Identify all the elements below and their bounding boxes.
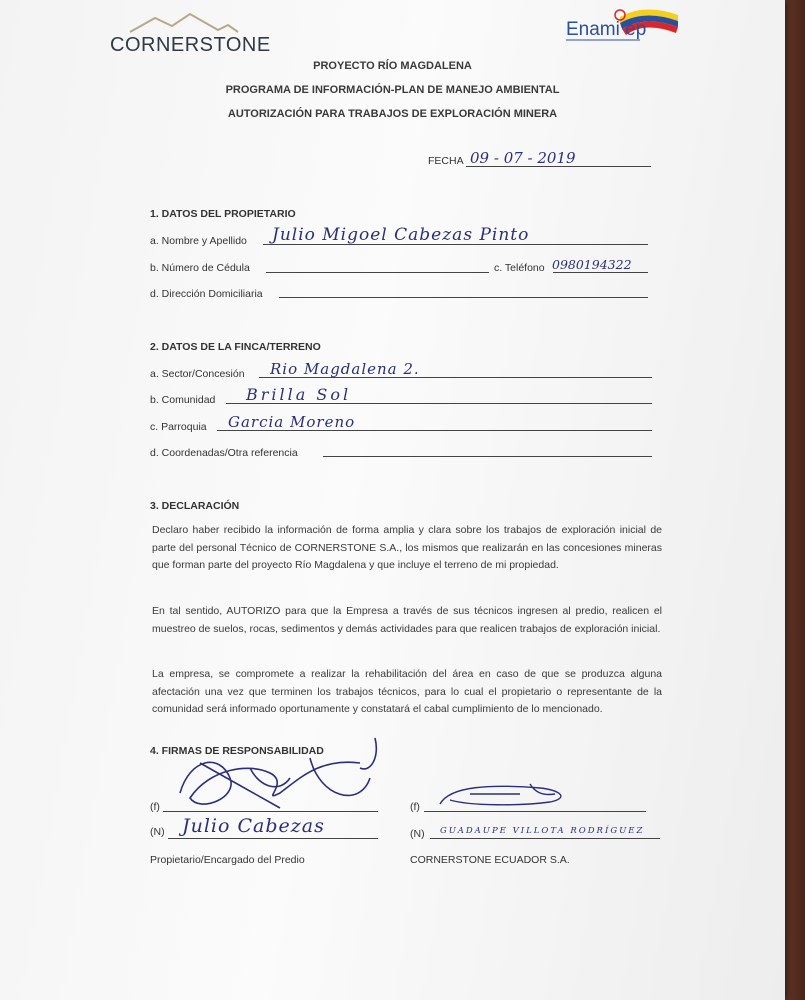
firma-label-left: (f) (150, 801, 160, 813)
direccion-line (279, 297, 648, 298)
nombre-firma-line-right (430, 838, 660, 839)
nombre-firma-line-left (168, 838, 378, 839)
company-signature (430, 776, 590, 816)
owner-signature (160, 738, 390, 818)
authorization-title: AUTORIZACIÓN PARA TRABAJOS DE EXPLORACIÓN MINERA (227, 108, 558, 120)
coordenadas-label: d. Coordenadas/Otra referencia (150, 447, 298, 459)
cedula-line (266, 272, 489, 273)
project-title: PROYECTO RÍO MAGDALENA (313, 60, 472, 72)
owner-caption: Propietario/Encargado del Predio (150, 854, 305, 866)
nombre-firma-label-left: (N) (150, 826, 165, 838)
enami-logo-text: Enami ep (566, 19, 647, 40)
parroquia-value: Garcia Moreno (228, 413, 356, 431)
firma-label-right: (f) (410, 801, 420, 813)
cornerstone-logo-text: CORNERSTONE (110, 34, 271, 56)
section4-title: 4. FIRMAS DE RESPONSABILIDAD (150, 745, 324, 757)
nombre-value: Julio Migoel Cabezas Pinto (272, 225, 530, 245)
section2-title: 2. DATOS DE LA FINCA/TERRENO (150, 341, 321, 353)
comunidad-label: b. Comunidad (150, 394, 216, 406)
enami-logo (560, 5, 685, 45)
fecha-value: 09 - 07 - 2019 (470, 149, 576, 167)
program-title: PROGRAMA DE INFORMACIÓN-PLAN DE MANEJO AMBIENTAL (225, 84, 560, 96)
coordenadas-line (323, 456, 652, 457)
cedula-label: b. Número de Cédula (150, 262, 250, 274)
cornerstone-logo (110, 12, 270, 57)
mountain-icon (110, 12, 270, 36)
declaration-paragraph-3: La empresa, se compromete a realizar la rehabilitación del área en caso de que se produzca alguna afectación una vez que terminen los trabajos técnicos, para lo cual el propietario o representante de la comunidad será informado oportunamente y constatará el cabal cumplimiento de lo mencionado. (152, 668, 662, 715)
direccion-label: d. Dirección Domiciliaria (150, 288, 263, 300)
company-caption: CORNERSTONE ECUADOR S.A. (410, 854, 570, 866)
nombre-firma-value-left: Julio Cabezas (182, 815, 325, 837)
section1-title: 1. DATOS DEL PROPIETARIO (150, 208, 296, 220)
nombre-firma-label-right: (N) (410, 828, 425, 840)
nombre-label: a. Nombre y Apellido (150, 235, 247, 247)
parroquia-label: c. Parroquia (150, 421, 207, 433)
nombre-firma-value-right: GUADAUPE VILLOTA RODRÍGUEZ (440, 826, 645, 836)
declaration-paragraph-2: En tal sentido, AUTORIZO para que la Empresa a través de sus técnicos ingresen al predio, realicen el muestreo de suelos, rocas, sedimentos y demás actividades para que realicen trabajos de exploración inicial. (152, 605, 662, 635)
fecha-label: FECHA (428, 155, 464, 167)
comunidad-value: Brilla Sol (246, 385, 352, 404)
telefono-line (553, 272, 648, 273)
telefono-label: c. Teléfono (494, 262, 545, 274)
telefono-value: 0980194322 (552, 257, 632, 272)
sector-value: Rio Magdalena 2. (270, 360, 420, 378)
sector-label: a. Sector/Concesión (150, 368, 245, 380)
declaration-paragraph-1: Declaro haber recibido la información de forma amplia y clara sobre los trabajos de exploración inicial de parte del personal Técnico de CORNERSTONE S.A., los mismos que realizarán en las concesiones mineras que forman parte del proyecto Río Magdalena y que incluye el terreno de mi propiedad. (152, 524, 662, 571)
section3-title: 3. DECLARACIÓN (150, 500, 240, 512)
